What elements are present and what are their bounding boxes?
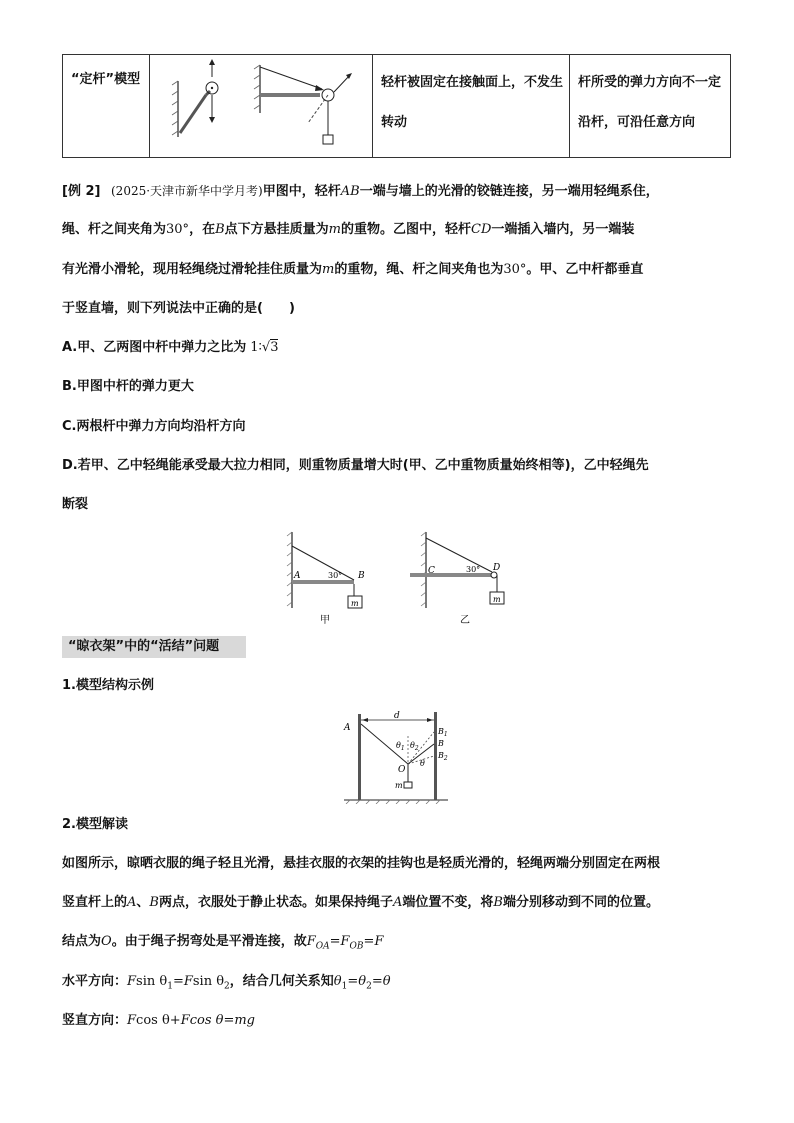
paragraph-line-1: 如图所示，晾晒衣服的绳子轻且光滑，悬挂衣服的衣架的挂钩也是轻质光滑的，轻绳两端分别固定在两根: [62, 856, 661, 871]
label-theta2: $\theta_2$: [410, 741, 419, 752]
mass-label: m: [493, 595, 501, 604]
label-m: m: [395, 781, 403, 790]
model-table: [62, 54, 731, 158]
subscript: 2: [224, 981, 230, 992]
formula-part: =F: [172, 974, 193, 989]
sqrt-value: 3: [270, 340, 279, 355]
example-line-3: [62, 260, 643, 280]
text-span: ，结合几何关系知: [229, 974, 334, 989]
formula-part: =θ: [371, 974, 391, 989]
text-span: 竖直杆上的: [62, 895, 128, 910]
model-figure-cell: [150, 55, 373, 158]
formula-part: θ: [333, 974, 342, 989]
figure-yi: [410, 532, 504, 626]
model-force: 杆所受的弹力方向不一定沿杆，可沿任意方向: [578, 75, 722, 130]
ratio-text: 1∶: [250, 340, 262, 355]
option-d-line2: 断裂: [62, 497, 89, 512]
formula-part: =θ: [347, 974, 367, 989]
model-condition: 轻杆被固定在接触面上，不发生转动: [381, 75, 564, 130]
label-D: D: [493, 563, 501, 573]
formula-part: F: [306, 934, 316, 949]
text-span: 有光滑小滑轮，现用轻绳绕过滑轮挂住质量为: [62, 262, 323, 277]
label-theta: θ: [420, 759, 425, 768]
subscript: 1: [167, 981, 173, 992]
text-span: 端位置不变，将: [402, 895, 494, 910]
formula-part: =F: [329, 934, 350, 949]
var-O: O: [101, 934, 112, 949]
model-condition-cell: [373, 55, 570, 158]
option-d-line1: D.若甲、乙中轻绳能承受最大拉力相同，则重物质量增大时(甲、乙中重物质量始终相等)，乙中轻绳先: [62, 458, 649, 473]
var-CD: CD: [471, 222, 492, 237]
example-source: (2025·天津市新华中学月考): [111, 184, 263, 198]
paragraph-line-3: [62, 932, 383, 957]
formula-part: cos θ=mg: [189, 1013, 255, 1028]
example-line-1: [62, 181, 659, 202]
subscript: OB: [349, 941, 364, 952]
label-B: B: [358, 571, 365, 581]
text-span: 甲图中，轻杆: [262, 184, 341, 199]
label-B2: $B_2$: [438, 751, 448, 762]
formula-part: F: [127, 974, 137, 989]
text-span: 绳、杆之间夹角为: [62, 222, 167, 237]
label-B1: $B_1$: [438, 727, 448, 738]
text-span: 端分别移动到不同的位置。: [502, 895, 659, 910]
figure-jia: [287, 532, 365, 626]
option-b: B.甲图中杆的弹力更大: [62, 379, 194, 394]
formula-part: sin θ: [192, 974, 225, 989]
text-span: 。甲、乙中杆都垂直: [526, 262, 644, 277]
example-line-4: 于竖直墙，则下列说法中正确的是( ): [62, 301, 295, 316]
formula-part: F: [180, 1013, 190, 1028]
option-a: [62, 338, 278, 358]
text-span: ，在: [189, 222, 216, 237]
var-m: m: [322, 262, 335, 277]
section-title: “晾衣架”中的“活结”问题: [62, 636, 246, 658]
label-C: C: [428, 566, 435, 576]
var-m: m: [328, 222, 341, 237]
label-A: A: [294, 571, 301, 581]
mass-label: m: [351, 599, 359, 608]
label-B: B: [438, 739, 444, 748]
angle-label: 30°: [328, 571, 343, 580]
label-theta1: $\theta_1$: [396, 741, 405, 752]
paragraph-line-5: [62, 1011, 255, 1031]
text-span: 两点，衣服处于静止状态。如果保持绳子: [158, 895, 393, 910]
model-label-cell: [63, 55, 150, 158]
label-d: d: [394, 711, 400, 721]
caption-jia: 甲: [320, 615, 330, 626]
sqrt-sign: √: [261, 340, 271, 355]
text-span: 点下方悬挂质量为: [224, 222, 329, 237]
formula-part: =F: [363, 934, 384, 949]
var-AB: AB: [340, 184, 360, 199]
text-span: 一端与墙上的光滑的铰链连接，另一端用轻绳系住，: [359, 184, 659, 199]
fixed-rod-figure: [150, 55, 372, 153]
var-B: B: [493, 895, 503, 910]
subscript: 1: [341, 981, 348, 992]
text-span: 水平方向：: [62, 974, 128, 989]
subscript: OA: [315, 941, 330, 952]
model-force-cell: [570, 55, 731, 158]
paragraph-line-2: [62, 893, 659, 913]
heading-2: 2.模型解读: [62, 817, 128, 832]
text-span: 一端插入墙内，另一端装: [491, 222, 635, 237]
subscript: 2: [366, 981, 372, 992]
label-A: A: [344, 723, 351, 733]
paragraph-line-4: [62, 972, 391, 997]
formula-part: F: [127, 1013, 137, 1028]
formula-part: sin θ: [136, 974, 168, 989]
hanger-figure: [340, 708, 460, 804]
angle-label: 30°: [466, 565, 481, 574]
text-span: 。由于绳子拐弯处是平滑连接，故: [111, 934, 307, 949]
example-line-2: [62, 220, 634, 240]
text-span: 的重物。乙图中，轻杆: [340, 222, 471, 237]
text-span: A.甲、乙两图中杆中弹力之比为: [62, 340, 247, 355]
text-span: 竖直方向：: [62, 1013, 128, 1028]
formula-part: cos θ+: [136, 1013, 181, 1028]
model-label: “定杆”模型: [71, 72, 141, 87]
caption-yi: 乙: [460, 615, 470, 626]
angle-30: 30°: [166, 222, 190, 237]
example-figures: [280, 528, 520, 628]
example-tag: [例 2]: [62, 184, 101, 199]
var-A: A: [127, 895, 137, 910]
angle-30: 30°: [503, 262, 527, 277]
var-A: A: [393, 895, 403, 910]
heading-1: 1.模型结构示例: [62, 678, 154, 693]
text-span: 的重物，绳、杆之间夹角也为: [334, 262, 504, 277]
var-B: B: [149, 895, 159, 910]
text-span: 、: [136, 895, 150, 910]
option-c: C.两根杆中弹力方向均沿杆方向: [62, 419, 246, 434]
var-B: B: [215, 222, 225, 237]
label-O: O: [398, 765, 406, 775]
text-span: 结点为: [62, 934, 102, 949]
